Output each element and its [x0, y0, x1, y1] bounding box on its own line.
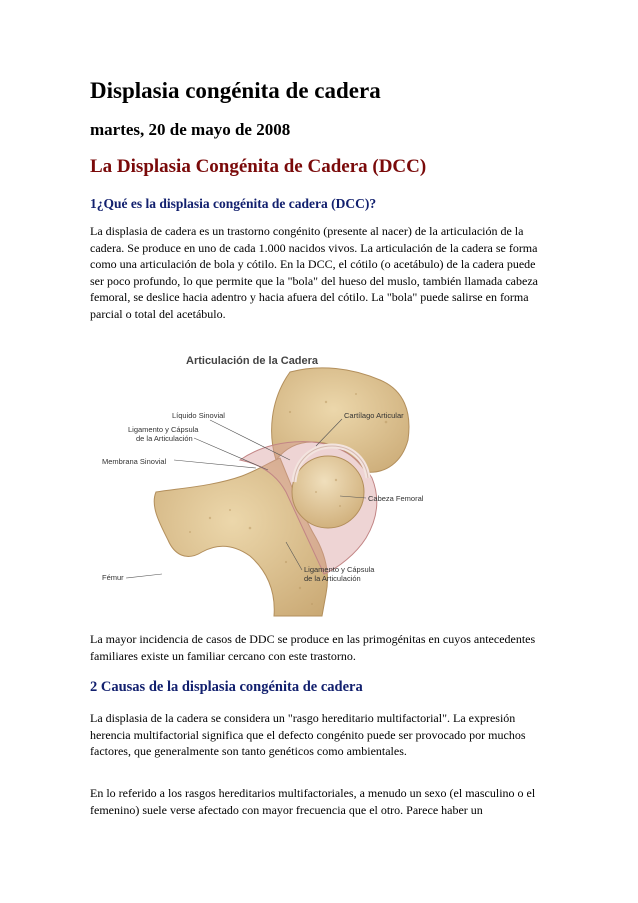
section-2-paragraph-2: En lo referido a los rasgos hereditarios multifactoriales, a menudo un sexo (el masculino o el femenino) suele verse afectado con mayor frecuencia que el otro. Parece haber un	[90, 786, 536, 817]
label-ligamento-2-line2: de la Articulación	[304, 574, 361, 583]
post-date: martes, 20 de mayo de 2008	[90, 120, 291, 139]
label-cartilago-articular: Cartílago Articular	[344, 411, 404, 420]
section-heading-1: 1¿Qué es la displasia congénita de cadera (DCC)?	[90, 196, 377, 211]
section-heading-2: 2 Causas de la displasia congénita de cadera	[90, 679, 363, 695]
post-title: La Displasia Congénita de Cadera (DCC)	[90, 156, 427, 177]
hip-joint-illustration	[90, 342, 424, 616]
label-ligamento-1-line2: de la Articulación	[136, 434, 193, 443]
label-cabeza-femoral: Cabeza Femoral	[368, 494, 424, 503]
after-figure-paragraph: La mayor incidencia de casos de DDC se produce en las primogénitas en cuyos antecedentes familiares existe un familiar cercano con este trastorno.	[90, 632, 536, 663]
figure-title: Articulación de la Cadera	[186, 355, 319, 367]
label-membrana-sinovial: Membrana Sinovial	[102, 457, 167, 466]
label-femur: Fémur	[102, 573, 124, 582]
blog-title: Displasia congénita de cadera	[90, 78, 381, 103]
label-ligamento-1-line1: Ligamento y Cápsula	[128, 425, 199, 434]
femoral-head-shape	[292, 456, 364, 528]
section-1-paragraph: La displasia de cadera es un trastorno congénito (presente al nacer) de la articulación de la cadera. Se produce en uno de cada 1.000 nacidos vivos. La articulación de la cadera se forma como una articulación de bola y cótilo. En la DCC, el cótilo (o acetábulo) de la cadera puede ser poco profundo, lo que permite que la "bola" del hueso del muslo, también llamada cabeza femoral, se deslice hacia adentro y hacia afuera del cótilo. La "bola" puede salirse en forma parcial o total del acetábulo.	[90, 224, 538, 321]
hip-joint-diagram	[90, 342, 424, 616]
label-liquido-sinovial: Líquido Sinovial	[172, 411, 225, 420]
label-ligamento-2-line1: Ligamento y Cápsula	[304, 565, 375, 574]
section-2-paragraph-1: La displasia de la cadera se considera un "rasgo hereditario multifactorial". La expresión herencia multifactorial significa que el defecto congénito puede ser provocado por muchos factores, que generalmente son tanto genéticos como ambientales.	[90, 711, 526, 759]
